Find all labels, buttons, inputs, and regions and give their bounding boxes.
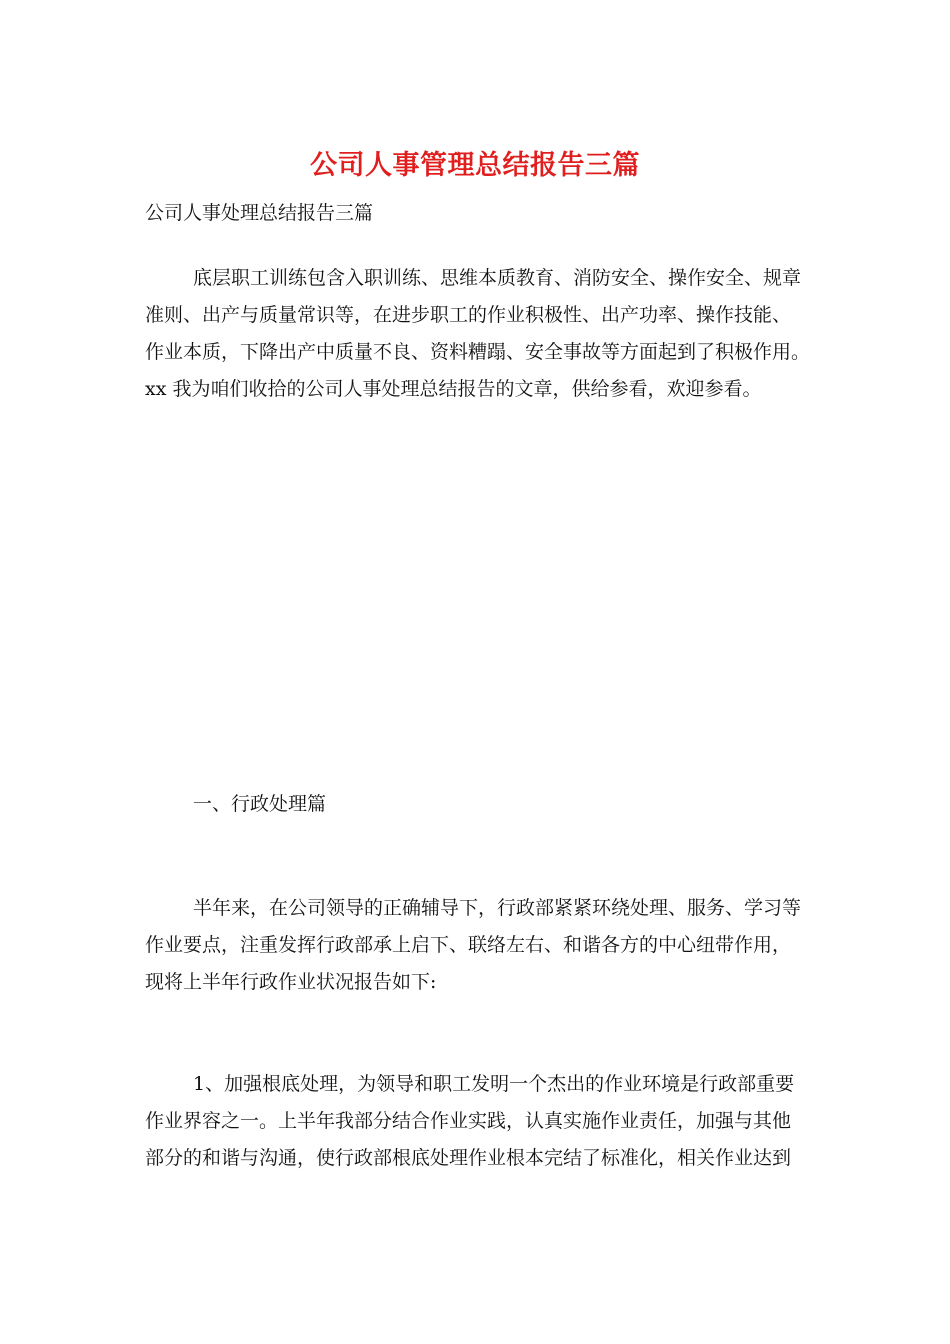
- paragraph-line: 作业界容之一。上半年我部分结合作业实践，认真实施作业责任，加强与其他: [145, 1110, 792, 1132]
- paragraph-2: [145, 1066, 810, 1177]
- intro-paragraph: [145, 260, 810, 408]
- document-subtitle: 公司人事处理总结报告三篇: [145, 202, 374, 224]
- paragraph-line: 现将上半年行政作业状况报告如下:: [145, 971, 437, 993]
- document-title: 公司人事管理总结报告三篇: [310, 150, 640, 181]
- intro-line: 作业本质，下降出产中质量不良、资料糟蹋、安全事故等方面起到了积极作用。: [145, 341, 811, 363]
- paragraph-line: 1、加强根底处理，为领导和职工发明一个杰出的作业环境是行政部重要: [193, 1073, 795, 1095]
- intro-line: 底层职工训练包含入职训练、思维本质教育、消防安全、操作安全、规章: [193, 267, 802, 289]
- intro-line: xx 我为咱们收拾的公司人事处理总结报告的文章，供给参看，欢迎参看。: [145, 378, 762, 400]
- paragraph-line: 部分的和谐与沟通，使行政部根底处理作业根本完结了标准化，相关作业达到: [145, 1147, 792, 1169]
- section-heading: 一、行政处理篇: [193, 793, 327, 815]
- paragraph-line: 半年来，在公司领导的正确辅导下，行政部紧紧环绕处理、服务、学习等: [193, 897, 802, 919]
- paragraph-line: 作业要点，注重发挥行政部承上启下、联络左右、和谐各方的中心纽带作用，: [145, 934, 792, 956]
- paragraph-1: [145, 890, 810, 1001]
- intro-line: 准则、出产与质量常识等，在进步职工的作业积极性、出产功率、操作技能、: [145, 304, 792, 326]
